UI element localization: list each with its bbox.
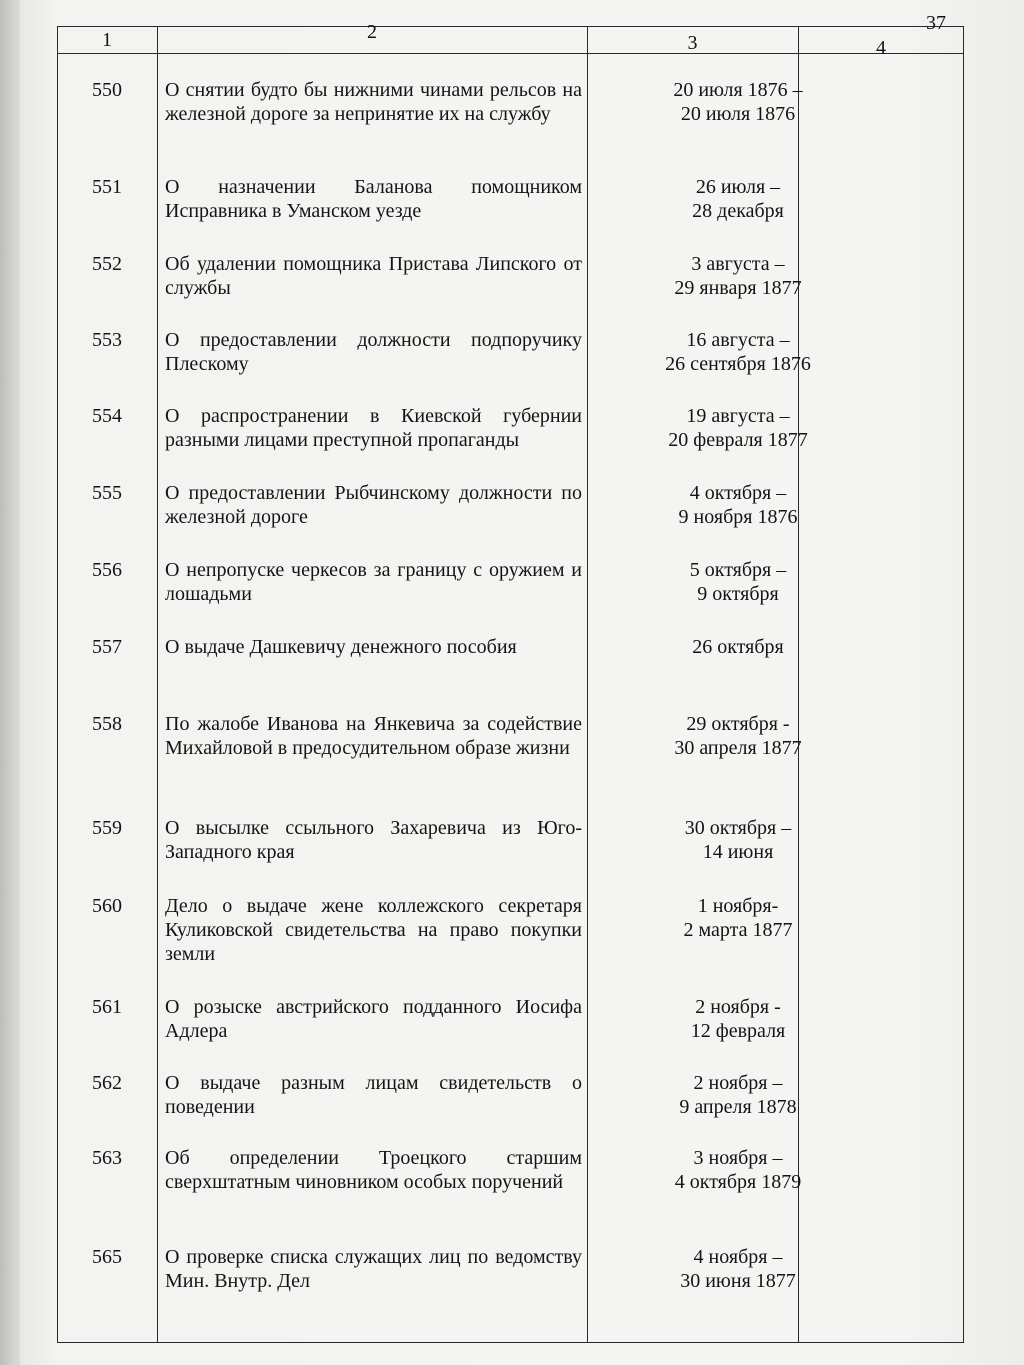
date-start: 4 ноября – [693,1246,783,1268]
case-description: О предоставлении Рыбчинскому должности по железной дороге [165,482,582,528]
date-start: 26 июля – [695,176,781,198]
case-dates [589,1146,887,1194]
date-end: 20 февраля 1877 [668,429,808,451]
date-start: 26 октября [692,636,784,658]
case-dates [589,995,887,1043]
case-description: О снятии будто бы нижними чинами рельсов на железной дороге за непринятие их на службу [165,79,582,125]
date-start: 2 ноября - [695,996,781,1018]
case-description: По жалобе Иванова на Янкевича за содействие Михайловой в предосудительном образе жизни [165,713,582,759]
case-number: 558 [92,713,122,735]
date-end: 9 ноября 1876 [678,506,798,528]
date-start: 1 ноября- [697,895,779,917]
case-dates [589,78,887,126]
case-description: О предоставлении должности подпоручику Плескому [165,329,582,375]
date-end: 12 февраля [690,1020,786,1042]
case-dates [589,558,887,606]
case-number: 556 [92,559,122,581]
date-end: 20 июля 1876 [680,103,796,125]
case-description: О розыске австрийского подданного Иосифа Адлера [165,996,582,1042]
date-end: 26 сентября 1876 [665,353,811,375]
case-number: 563 [92,1147,122,1169]
column-header-1: 1 [102,29,112,51]
date-start: 29 октября - [686,713,790,735]
column-header-2: 2 [367,21,377,43]
case-description: Об определении Троецкого старшим сверхштатным чиновником особых поручений [165,1147,582,1193]
date-end: 14 июня [702,841,774,863]
case-number: 554 [92,405,122,427]
date-end: 9 октября [697,583,779,605]
case-number: 561 [92,996,122,1018]
date-start: 3 августа – [691,253,785,275]
date-end: 2 марта 1877 [683,919,793,941]
column-header-3: 3 [687,32,698,54]
date-end: 29 января 1877 [674,277,802,299]
case-description: О выдаче разным лицам свидетельств о поведении [165,1072,582,1118]
case-dates [589,481,887,529]
date-start: 20 июля 1876 – [673,79,803,101]
date-end: 30 апреля 1877 [674,737,802,759]
case-description: Об удалении помощника Пристава Липского от службы [165,253,582,299]
case-dates [589,328,887,376]
date-end: 28 декабря [692,200,784,222]
case-dates [589,1071,887,1119]
case-dates [589,175,887,223]
date-end: 9 апреля 1878 [679,1096,797,1118]
case-description: О выдаче Дашкевичу денежного пособия [165,636,517,658]
date-start: 19 августа – [686,405,790,427]
case-number: 552 [92,253,122,275]
date-start: 2 ноября – [693,1072,783,1094]
case-number: 550 [92,79,122,101]
date-start: 4 октября – [689,482,787,504]
case-description: О проверке списка служащих лиц по ведомству Мин. Внутр. Дел [165,1246,582,1292]
case-number: 553 [92,329,122,351]
case-number: 565 [92,1246,122,1268]
date-end: 30 июня 1877 [680,1270,796,1292]
case-number: 560 [92,895,122,917]
case-dates [589,252,887,300]
case-description: Дело о выдаче жене коллежского секретаря Куликовской свидетельства на право покупки земли [165,895,582,965]
case-dates [589,712,887,760]
column-divider [587,26,588,1343]
column-header-4: 4 [876,37,886,59]
case-dates [589,894,887,942]
case-number: 557 [92,636,122,658]
case-dates [589,404,887,452]
case-number: 562 [92,1072,122,1094]
case-description: О назначении Баланова помощником Исправника в Уманском уезде [165,176,582,222]
page-number: 37 [926,12,946,34]
case-number: 559 [92,817,122,839]
case-description: О распространении в Киевской губернии разными лицами преступной пропаганды [165,405,582,451]
case-dates [589,1245,887,1293]
case-dates [589,816,887,864]
case-description: О высылке ссыльного Захаревича из Юго-Западного края [165,817,582,863]
case-number: 551 [92,176,122,198]
column-divider [157,26,158,1343]
case-dates [589,635,887,659]
date-start: 16 августа – [686,329,790,351]
date-start: 5 октября – [689,559,787,581]
case-number: 555 [92,482,122,504]
page-binding-edge [0,0,20,1365]
date-end: 4 октября 1879 [674,1171,802,1193]
case-description: О непропуске черкесов за границу с оружием и лошадьми [165,559,582,605]
date-start: 3 ноября – [693,1147,783,1169]
date-start: 30 октября – [684,817,792,839]
